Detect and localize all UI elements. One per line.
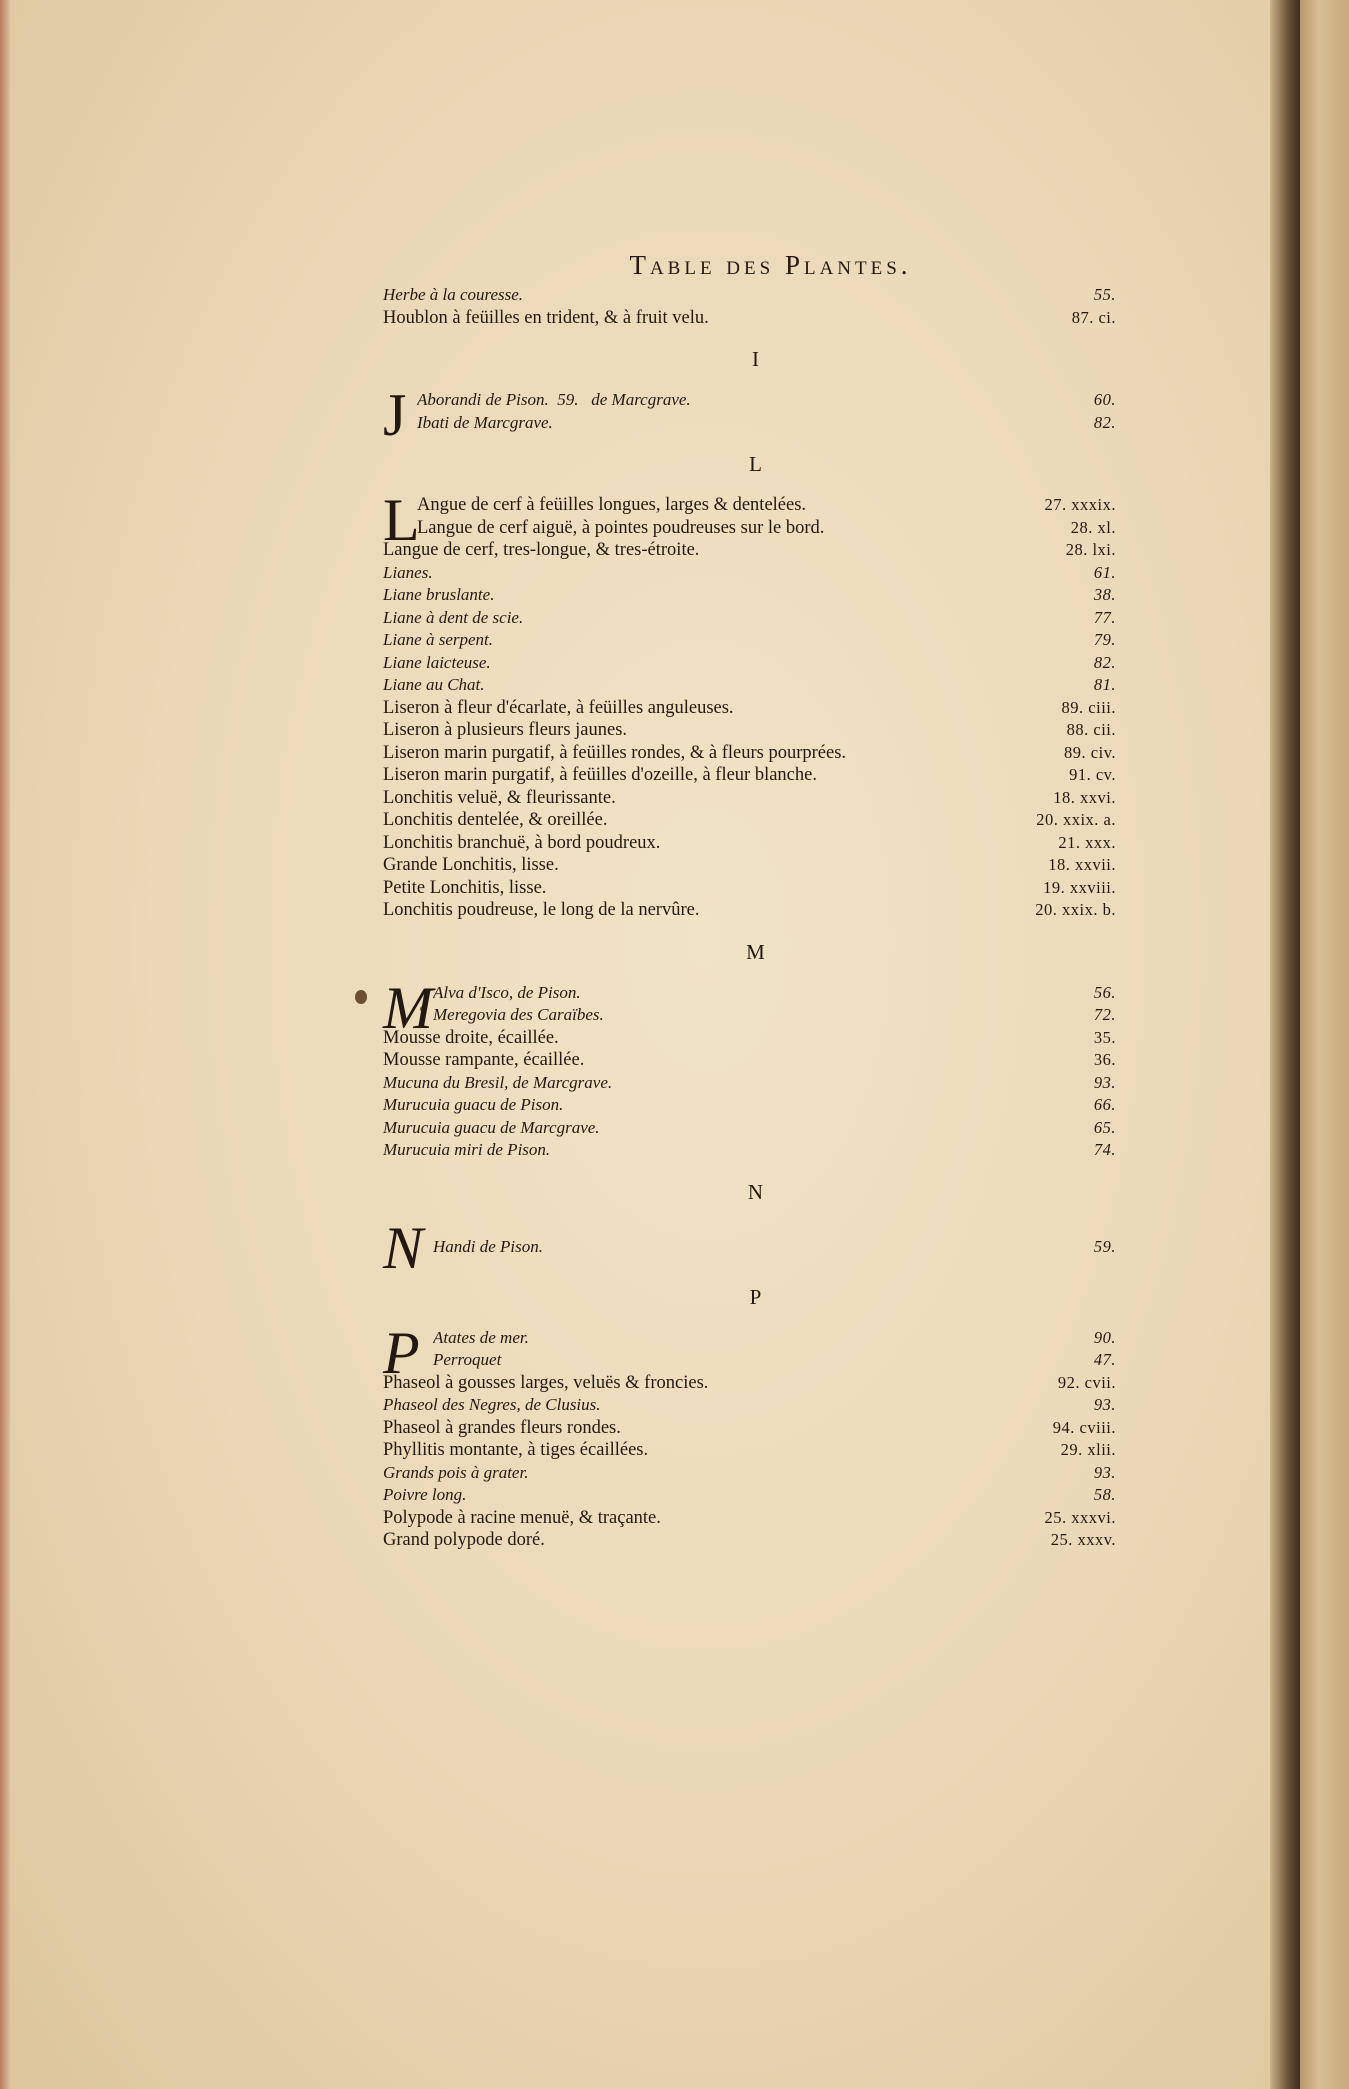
index-entry: Herbe à la couresse. 55. bbox=[383, 285, 1116, 304]
index-entry: Phaseol à grandes fleurs rondes. 94. cviii. bbox=[383, 1417, 1116, 1438]
index-entry: Meregovia des Caraïbes. 72. bbox=[433, 1005, 1116, 1024]
index-entry: Langue de cerf aiguë, à pointes poudreuses sur le bord. 28. xl. bbox=[417, 517, 1116, 538]
index-entry: Perroquet 47. bbox=[433, 1350, 1116, 1369]
index-entry: Murucuia guacu de Marcgrave. 65. bbox=[383, 1117, 1116, 1137]
index-entry: Ibati de Marcgrave. 82. bbox=[417, 412, 1116, 432]
section-p bbox=[383, 1319, 1118, 1552]
index-entry: Lonchitis veluë, & fleurissante. 18. xxvi. bbox=[383, 787, 1116, 808]
section-letter-m: M bbox=[746, 939, 765, 964]
drop-capital: J bbox=[383, 382, 407, 448]
index-entry: Liane à serpent. 79. bbox=[383, 630, 1116, 649]
page-left-edge bbox=[0, 0, 10, 2089]
index-entry: Grands pois à grater. 93. bbox=[383, 1462, 1116, 1482]
index-entry: Petite Lonchitis, lisse. 19. xxviii. bbox=[383, 877, 1116, 898]
index-entry: Handi de Pison. 59. bbox=[433, 1236, 1116, 1256]
section-letter-n: N bbox=[747, 1179, 764, 1204]
index-entry: Lonchitis dentelée, & oreillée. 20. xxix. a. bbox=[383, 810, 1116, 830]
index-entry: Atates de mer. 90. bbox=[433, 1327, 1116, 1347]
index-entry: Mousse rampante, écaillée. 36. bbox=[383, 1050, 1116, 1070]
book-gutter bbox=[1270, 0, 1300, 2089]
section-m bbox=[383, 974, 1118, 1162]
index-entry: Lonchitis branchuë, à bord poudreux. 21. xxx. bbox=[383, 832, 1116, 853]
drop-capital: L bbox=[383, 487, 420, 553]
index-entry: Liseron marin purgatif, à feüilles d'ozeille, à fleur blanche. 91. cv. bbox=[383, 765, 1116, 785]
index-entry: Liseron marin purgatif, à feüilles rondes, & à fleurs pourprées. 89. civ. bbox=[383, 742, 1116, 763]
index-entry: Lianes. 61. bbox=[383, 562, 1116, 582]
index-entry: Liane à dent de scie. 77. bbox=[383, 607, 1116, 627]
index-entry: Grand polypode doré. 25. xxxv. bbox=[383, 1530, 1116, 1550]
page-title: Table des Plantes. bbox=[629, 250, 912, 280]
drop-capital: P bbox=[383, 1319, 420, 1386]
drop-capital: N bbox=[383, 1214, 424, 1281]
index-entry: Liane bruslante. 38. bbox=[383, 585, 1116, 604]
index-entry: Poivre long. 58. bbox=[383, 1485, 1116, 1504]
index-entry: Lonchitis poudreuse, le long de la nervûre. 20. xxix. b. bbox=[383, 900, 1116, 920]
section-letter-i: I bbox=[752, 347, 759, 371]
index-entry: Phaseol à gousses larges, veluës & froncies. 92. cvii. bbox=[383, 1372, 1116, 1393]
index-entry: Grande Lonchitis, lisse. 18. xxvii. bbox=[383, 855, 1116, 875]
index-entry: Alva d'Isco, de Pison. 56. bbox=[433, 982, 1116, 1002]
index-entry: Houblon à feüilles en trident, & à fruit velu. 87. ci. bbox=[383, 307, 1116, 328]
index-entry: Langue de cerf, tres-longue, & tres-étroite. 28. lxi. bbox=[383, 540, 1116, 560]
section-letter-p: P bbox=[749, 1284, 762, 1309]
section-l bbox=[383, 487, 1118, 922]
index-entry: Liseron à fleur d'écarlate, à feüilles anguleuses. 89. ciii. bbox=[383, 697, 1116, 718]
index-entry: Liane au Chat. 81. bbox=[383, 675, 1116, 694]
next-page-edge bbox=[1300, 0, 1349, 2089]
index-entry: Mousse droite, écaillée. 35. bbox=[383, 1027, 1116, 1048]
index-entry: Liseron à plusieurs fleurs jaunes. 88. cii. bbox=[383, 720, 1116, 740]
index-entry: Murucuia guacu de Pison. 66. bbox=[383, 1095, 1116, 1114]
index-entry: Liane laicteuse. 82. bbox=[383, 652, 1116, 672]
index-entry: Angue de cerf à feüilles longues, larges & dentelées. 27. xxxix. bbox=[417, 495, 1116, 515]
index-entry: Polypode à racine menuë, & traçante. 25. xxxvi. bbox=[383, 1507, 1116, 1528]
section-n bbox=[383, 1214, 1118, 1281]
ink-spot bbox=[355, 990, 367, 1004]
index-entry: Murucuia miri de Pison. 74. bbox=[383, 1140, 1116, 1159]
index-entry: Phaseol des Negres, de Clusius. 93. bbox=[383, 1395, 1116, 1414]
section-i bbox=[383, 382, 1118, 448]
section-letter-l: L bbox=[749, 452, 762, 476]
index-entry: Mucuna du Bresil, de Marcgrave. 93. bbox=[383, 1072, 1116, 1092]
index-entry: Aborandi de Pison. 59. de Marcgrave. 60. bbox=[417, 390, 1116, 409]
index-entry: Phyllitis montante, à tiges écaillées. 29. xlii. bbox=[383, 1440, 1116, 1460]
plant-index bbox=[383, 248, 1118, 1552]
drop-capital: M bbox=[383, 974, 433, 1041]
